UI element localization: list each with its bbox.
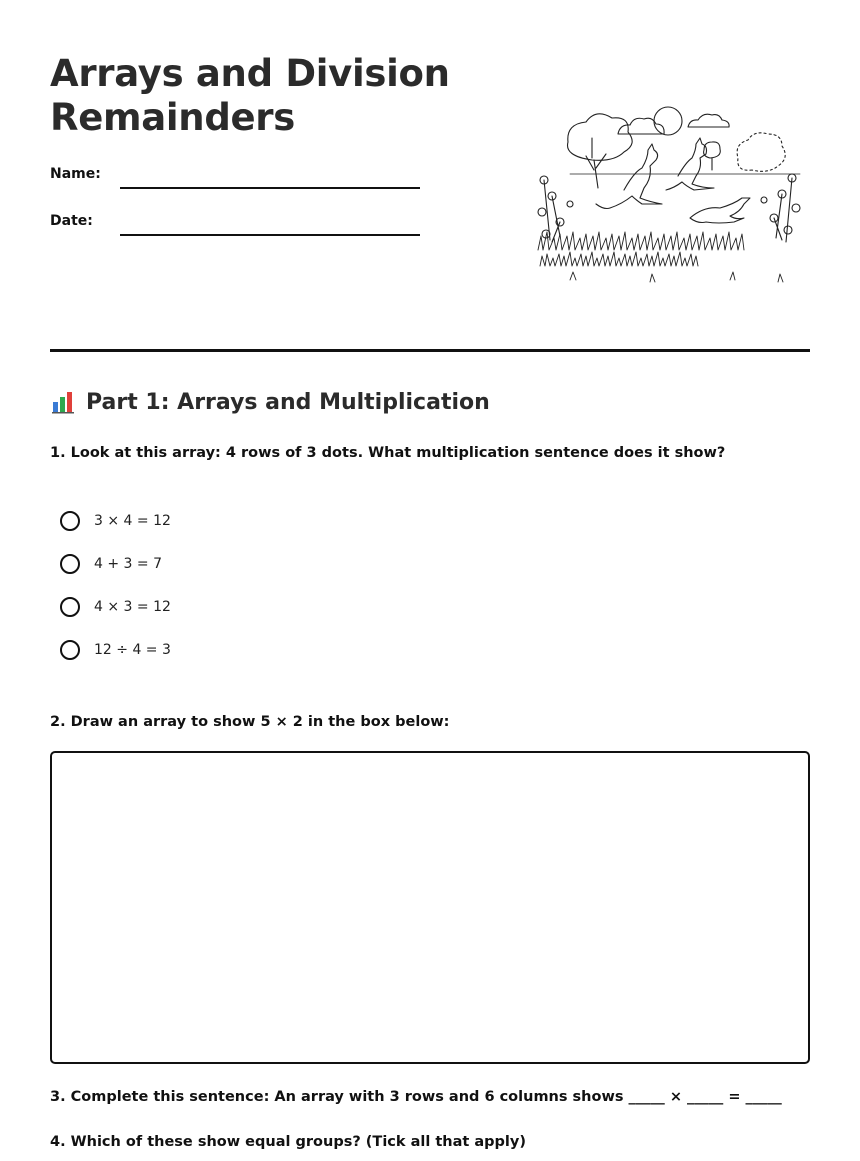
question-2: 2. Draw an array to show 5 × 2 in the box below: <box>50 714 450 730</box>
q1-option-3[interactable] <box>60 597 171 617</box>
date-label: Date: <box>50 213 93 229</box>
worksheet-title <box>50 52 450 140</box>
kangaroo-landscape-illustration <box>530 100 810 290</box>
question-3: 3. Complete this sentence: An array with 3 rows and 6 columns shows _____ × _____ = _____ <box>50 1089 782 1105</box>
title-line-1: Arrays and Division <box>50 52 450 95</box>
option-label: 12 ÷ 4 = 3 <box>94 642 171 658</box>
radio-button[interactable] <box>60 554 80 574</box>
option-label: 4 × 3 = 12 <box>94 599 171 615</box>
radio-button[interactable] <box>60 511 80 531</box>
bar-chart-icon <box>50 389 76 415</box>
cloud-icon <box>618 114 729 134</box>
array-drawing-box[interactable] <box>50 751 810 1064</box>
option-label: 3 × 4 = 12 <box>94 513 171 529</box>
kangaroo-icon <box>596 138 750 223</box>
question-4: 4. Which of these show equal groups? (Tick all that apply) <box>50 1134 526 1150</box>
sun-icon <box>654 107 682 135</box>
tree-icon <box>568 114 786 188</box>
q1-option-2[interactable] <box>60 554 162 574</box>
radio-button[interactable] <box>60 640 80 660</box>
q1-option-4[interactable] <box>60 640 171 660</box>
title-line-2: Remainders <box>50 96 295 139</box>
date-field[interactable] <box>120 234 420 236</box>
q1-option-1[interactable] <box>60 511 171 531</box>
radio-button[interactable] <box>60 597 80 617</box>
header-divider <box>50 349 810 352</box>
grass-icon <box>538 232 783 282</box>
flower-bush-icon <box>538 174 800 242</box>
option-label: 4 + 3 = 7 <box>94 556 162 572</box>
name-label: Name: <box>50 166 101 182</box>
part1-heading <box>50 389 490 415</box>
part1-title: Part 1: Arrays and Multiplication <box>86 389 490 415</box>
name-field[interactable] <box>120 187 420 189</box>
question-1: 1. Look at this array: 4 rows of 3 dots. What multiplication sentence does it show? <box>50 445 726 461</box>
